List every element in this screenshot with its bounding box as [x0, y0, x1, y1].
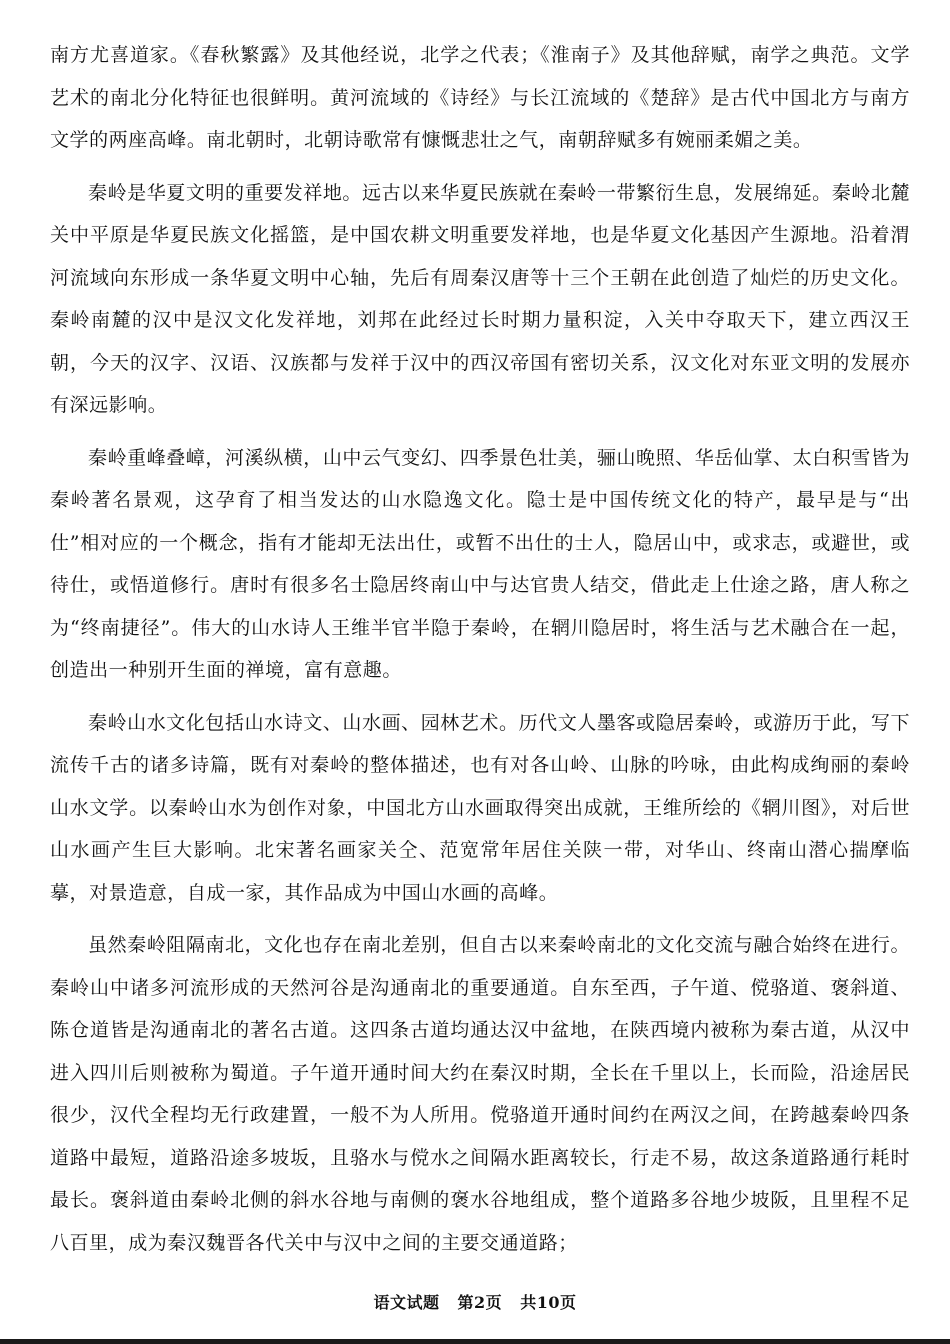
page-footer	[0, 1290, 950, 1313]
paragraph-qinling-origin: 秦岭是华夏文明的重要发祥地。远古以来华夏民族就在秦岭一带繁衍生息，发展绵延。秦岭北麓关中平原是华夏民族文化摇篮，是中国农耕文明重要发祥地，也是华夏文化基因产生源地。沿着渭河流域向东形成一条华夏文明中心轴，先后有周秦汉唐等十三个王朝在此创造了灿烂的历史文化。秦岭南麓的汉中是汉文化发祥地，刘邦在此经过长时期力量积淀，入关中夺取天下，建立西汉王朝，今天的汉字、汉语、汉族都与发祥于汉中的西汉帝国有密切关系，汉文化对东亚文明的发展亦有深远影响。	[50, 181, 910, 416]
paragraph-continuation: 南方尤喜道家。《春秋繁露》及其他经说，北学之代表；《淮南子》及其他辞赋，南学之典范。文学艺术的南北分化特征也很鲜明。黄河流域的《诗经》与长江流域的《楚辞》是古代中国北方与南方文学的两座高峰。南北朝时，北朝诗歌常有慷慨悲壮之气，南朝辞赋多有婉丽柔媚之美。	[50, 44, 910, 151]
footer-total-pages: 共10页	[520, 1293, 577, 1312]
scan-bottom-edge	[0, 1339, 950, 1344]
article-body	[50, 34, 910, 1274]
footer-subject: 语文试题	[373, 1293, 440, 1312]
paragraph-landscape-culture: 秦岭山水文化包括山水诗文、山水画、园林艺术。历代文人墨客或隐居秦岭，或游历于此，写下流传千古的诸多诗篇，既有对秦岭的整体描述，也有对各山岭、山脉的吟咏，由此构成绚丽的秦岭山水文学。以秦岭山水为创作对象，中国北方山水画取得突出成就，王维所绘的《辋川图》，对后世山水画产生巨大影响。北宋著名画家关仝、范宽常年居住关陕一带，对华山、终南山潜心揣摩临摹，对景造意，自成一家，其作品成为中国山水画的高峰。	[50, 711, 910, 904]
paragraph-hermit-culture: 秦岭重峰叠嶂，河溪纵横，山中云气变幻、四季景色壮美，骊山晚照、华岳仙掌、太白积雪皆为秦岭著名景观，这孕育了相当发达的山水隐逸文化。隐士是中国传统文化的特产，最早是与“出仕”相对应的一个概念，指有才能却无法出仕，或暂不出仕的士人，隐居山中，或求志，或避世，或待仕，或悟道修行。唐时有很多名士隐居终南山中与达官贵人结交，借此走上仕途之路，唐人称之为“终南捷径”。伟大的山水诗人王维半官半隐于秦岭，在辋川隐居时，将生活与艺术融合在一起，创造出一种别开生面的禅境，富有意趣。	[50, 446, 910, 681]
paragraph-ancient-roads: 虽然秦岭阻隔南北，文化也存在南北差别，但自古以来秦岭南北的文化交流与融合始终在进行。秦岭山中诸多河流形成的天然河谷是沟通南北的重要通道。自东至西，子午道、傥骆道、褒斜道、陈仓道皆是沟通南北的著名古道。这四条古道均通达汉中盆地，在陕西境内被称为秦古道，从汉中进入四川后则被称为蜀道。子午道开通时间大约在秦汉时期，全长在千里以上，长而险，沿途居民很少，汉代全程均无行政建置，一般不为人所用。傥骆道开通时间约在两汉之间，在跨越秦岭四条道路中最短，道路沿途多坡坂，且骆水与傥水之间隔水距离较长，行走不易，故这条道路通行耗时最长。褒斜道由秦岭北侧的斜水谷地与南侧的褒水谷地组成，整个道路多谷地少坡阪，且里程不足八百里，成为秦汉魏晋各代关中与汉中之间的主要交通道路；	[50, 934, 910, 1254]
footer-page-number: 第2页	[457, 1293, 503, 1312]
